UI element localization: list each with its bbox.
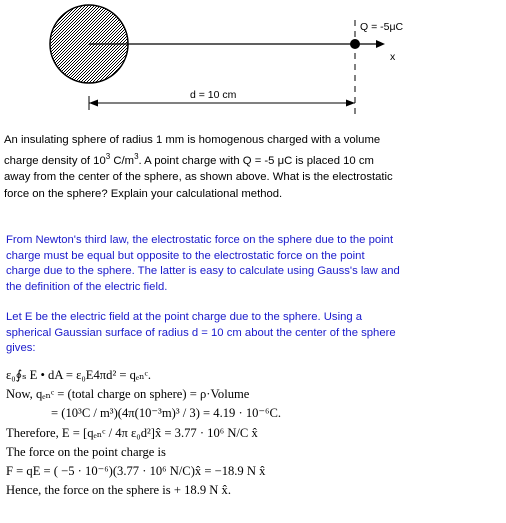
problem-exponent: 3 <box>105 151 111 161</box>
answer-line: spherical Gaussian surface of radius d = 10 cm about the center of the sphere <box>6 326 396 339</box>
problem-line <box>4 149 504 170</box>
sphere-point-charge-figure <box>0 0 506 125</box>
answer-explanation <box>6 233 506 372</box>
gauss-law-equation: ε₀∮ₛ E • dA = ε₀E4πd² = qₑₙᶜ. <box>6 368 151 382</box>
x-axis-arrowhead <box>376 40 385 48</box>
distance-arrow-left <box>89 100 98 107</box>
answer-paragraph <box>6 233 506 295</box>
problem-line: force on the sphere? Explain your calculational method. <box>4 187 283 200</box>
problem-exponent: 3 <box>134 151 139 161</box>
answer-line: gives: <box>6 342 36 354</box>
problem-text: C/m <box>110 154 135 167</box>
answer-line: Let E be the electric field at the point charge due to the sphere. Using a <box>6 311 363 323</box>
x-axis-label: x <box>390 51 396 63</box>
answer-line: charge due to the sphere. The latter is easy to calculate using Gauss's law and <box>6 265 400 277</box>
distance-label: d = 10 cm <box>190 89 237 101</box>
final-answer: Hence, the force on the sphere is + 18.9 N x̂. <box>6 483 231 498</box>
answer-paragraph <box>6 310 506 357</box>
enclosed-charge-calculation: = (10³C / m³)(4π(10⁻³m)³ / 3) = 4.19 · 10⁻⁶C. <box>51 406 281 421</box>
answer-line: the definition of the electric field. <box>6 280 168 293</box>
answer-line: From Newton's third law, the electrostatic force on the sphere due to the point <box>6 234 394 246</box>
force-intro: The force on the point charge is <box>6 444 166 459</box>
problem-text: . A point charge with Q = -5 μC is placed 10 cm <box>138 154 374 167</box>
math-derivation <box>6 366 506 500</box>
problem-line: An insulating sphere of radius 1 mm is homogenous charged with a volume <box>4 134 381 146</box>
force-equation: F = qE = ( −5 · 10⁻⁶)(3.77 · 10⁶ N/C)x̂ = −18.9 N x̂ <box>6 463 266 478</box>
enclosed-charge-statement: Now, qₑₙᶜ = (total charge on sphere) = ρ·Volume <box>6 387 250 402</box>
electric-field-result: Therefore, E = [qₑₙᶜ / 4π ε₀d²]x̂ = 3.77 · 10⁶ N/C x̂ <box>6 425 258 440</box>
charge-label: Q = -5μC <box>360 21 404 33</box>
problem-text: charge density of 10 <box>4 154 106 167</box>
answer-line: charge must be equal but opposite to the electrostatic force on the point <box>6 249 365 262</box>
distance-arrow-right <box>346 100 355 107</box>
problem-line: away from the center of the sphere, as shown above. What is the electrostatic <box>4 171 393 183</box>
problem-statement <box>4 132 504 202</box>
